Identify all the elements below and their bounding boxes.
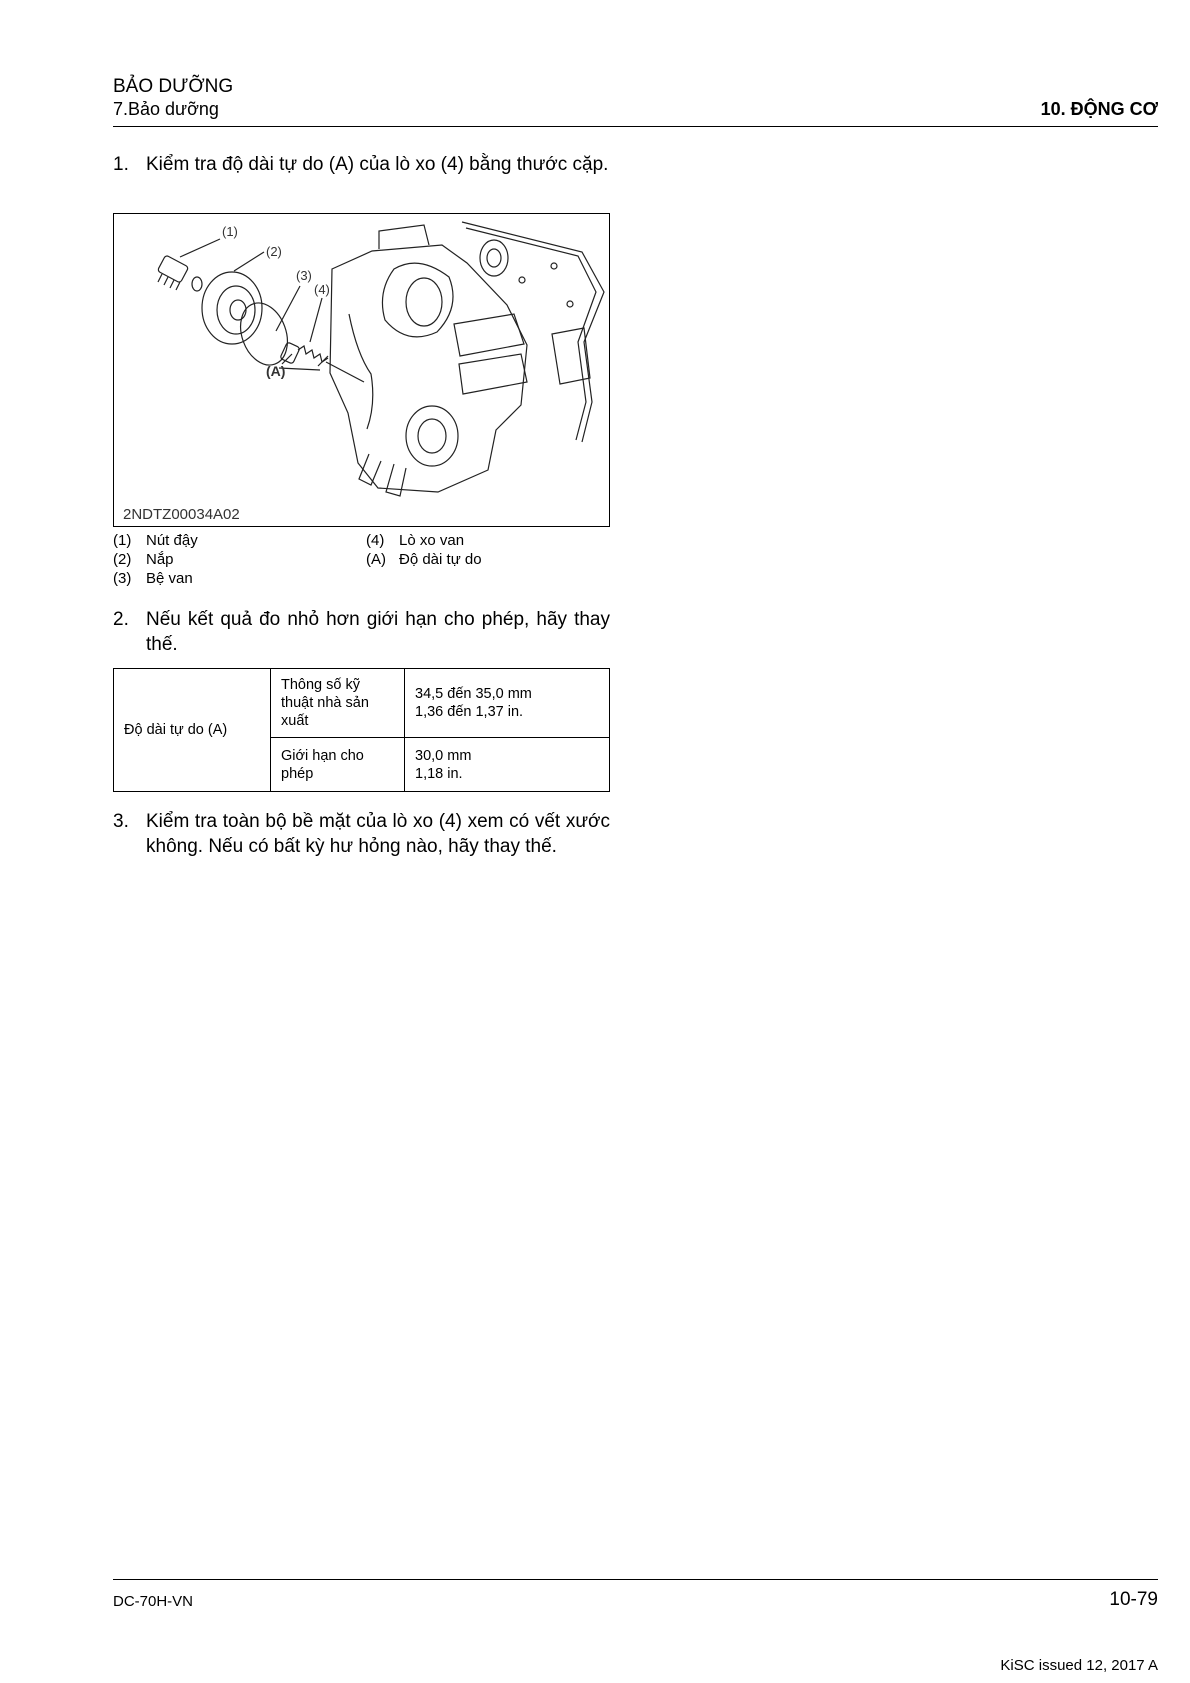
step-1	[113, 152, 610, 177]
callout-2: (2)	[266, 244, 282, 259]
step-text: Kiểm tra toàn bộ bề mặt của lò xo (4) xem có vết xước không. Nếu có bất kỳ hư hỏng nào, hãy thay thế.	[146, 811, 610, 857]
legend-key: (2)	[113, 551, 132, 568]
table-row	[114, 669, 610, 738]
legend-label: Lò xo van	[399, 532, 465, 549]
spec-value-imperial: 1,18 in.	[415, 765, 463, 782]
spec-value-metric: 34,5 đến 35,0 mm	[415, 686, 532, 702]
legend-key: (1)	[113, 532, 132, 549]
valve-diagram	[114, 214, 609, 526]
callout-3: (3)	[296, 268, 312, 283]
legend-item	[366, 531, 464, 550]
legend-key: (4)	[366, 532, 385, 549]
spec-value-imperial: 1,36 đến 1,37 in.	[415, 704, 524, 720]
spec-value-metric: 30,0 mm	[415, 747, 472, 764]
legend-item	[113, 569, 193, 588]
footer-rule	[113, 1579, 1158, 1580]
step-number: 1.	[113, 154, 129, 175]
issued-note: KiSC issued 12, 2017 A	[1000, 1657, 1158, 1674]
legend-item	[366, 550, 482, 569]
legend-item	[113, 531, 198, 550]
step-text: Nếu kết quả đo nhỏ hơn giới hạn cho phép, hãy thay thế.	[146, 609, 610, 655]
legend-label: Nắp	[146, 551, 174, 568]
legend-label: Độ dài tự do	[399, 551, 482, 568]
header-rule	[113, 126, 1158, 127]
figure-code: 2NDTZ00034A02	[123, 506, 240, 523]
legend-label: Bệ van	[146, 570, 193, 587]
callout-a: (A)	[266, 363, 286, 379]
spec-value	[405, 669, 610, 738]
spec-label: Giới hạn cho phép	[271, 738, 405, 792]
step-text: Kiểm tra độ dài tự do (A) của lò xo (4) bằng thước cặp.	[146, 154, 609, 175]
spec-label: Thông số kỹ thuật nhà sản xuất	[271, 669, 405, 738]
step-3	[113, 809, 610, 859]
step-number: 2.	[113, 609, 129, 630]
legend-key: (A)	[366, 551, 386, 568]
header-chapter: 10. ĐỘNG CƠ	[1040, 99, 1158, 119]
step-2	[113, 607, 610, 657]
spec-item: Độ dài tự do (A)	[114, 669, 271, 792]
exploded-view-figure	[113, 213, 610, 527]
header-section: BẢO DƯỠNG	[113, 76, 234, 97]
legend-label: Nút đậy	[146, 532, 198, 549]
legend-item	[113, 550, 174, 569]
footer-doc-code: DC-70H-VN	[113, 1593, 194, 1610]
step-number: 3.	[113, 811, 129, 832]
spec-table	[113, 668, 610, 792]
callout-4: (4)	[314, 282, 330, 297]
header-subsection: 7.Bảo dưỡng	[113, 99, 219, 119]
callout-1: (1)	[222, 224, 238, 239]
legend-key: (3)	[113, 570, 132, 587]
page-number: 10-79	[1109, 1589, 1158, 1610]
spec-value	[405, 738, 610, 792]
